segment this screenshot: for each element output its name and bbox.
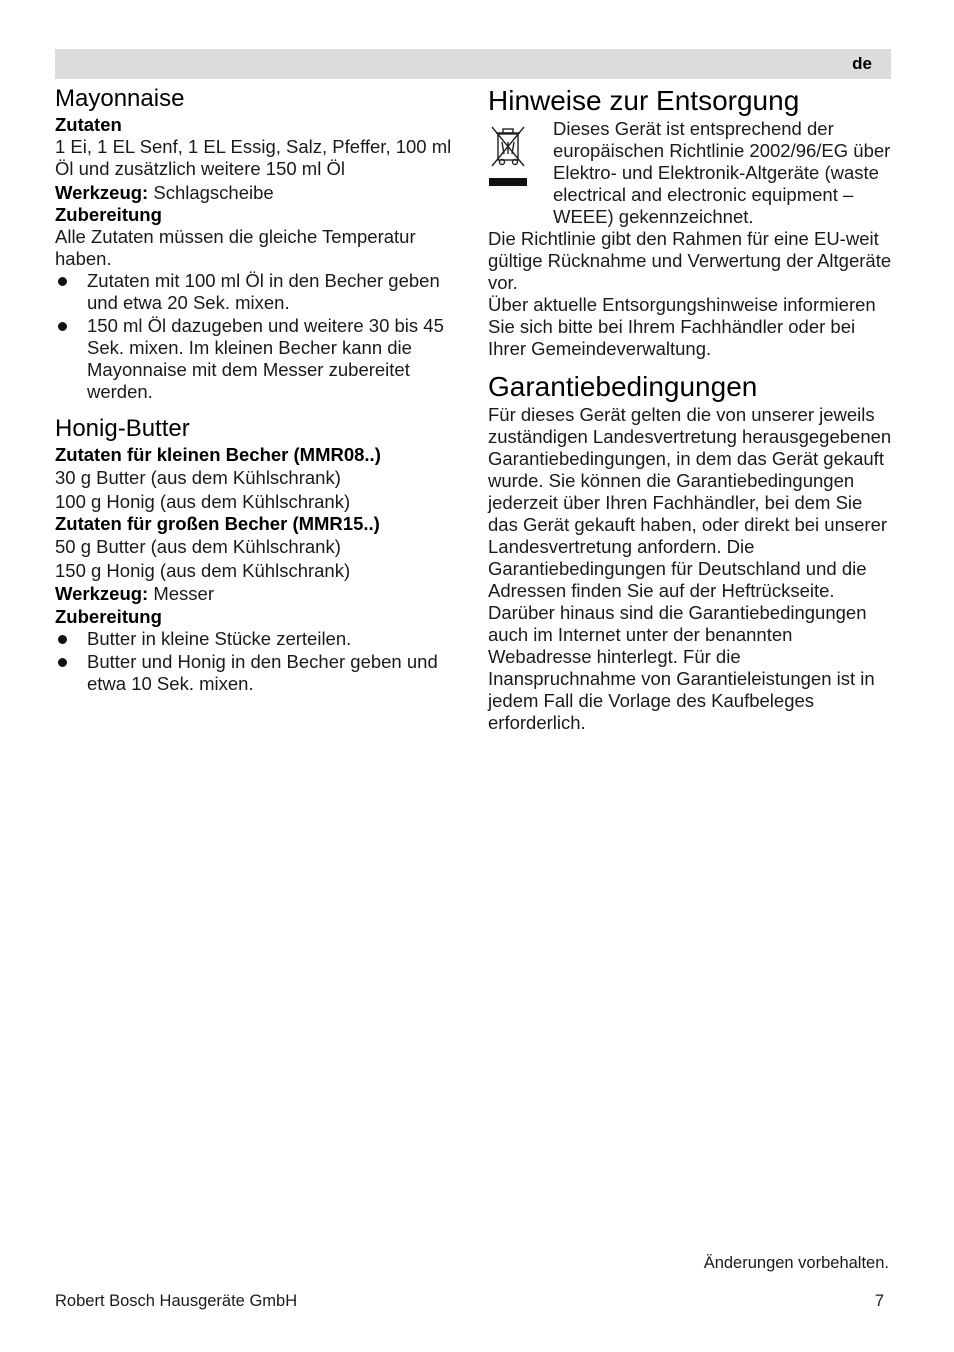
list-item: 150 ml Öl dazugeben und weitere 30 bis 45 Sek. mixen. Im kleinen Becher kann die Mayonnaise mit dem Messer zubereitet werden. — [55, 315, 460, 403]
mayonnaise-werkzeug — [55, 182, 460, 204]
weee-crossed-bin-icon — [488, 118, 536, 228]
werkzeug-label: Werkzeug: — [55, 182, 149, 203]
list-item: Zutaten mit 100 ml Öl in den Becher geben und etwa 20 Sek. mixen. — [55, 270, 460, 314]
honig-title: Honig-Butter — [55, 415, 190, 442]
entsorgung-p2: Über aktuelle Entsorgungshinweise informieren Sie sich bitte bei Ihrem Fachhändler oder bei Ihrer Gemeindeverwaltung. — [488, 294, 876, 359]
page-number: 7 — [874, 1292, 884, 1310]
company-name: Robert Bosch Hausgeräte GmbH — [55, 1292, 298, 1310]
honig-steps — [55, 628, 460, 695]
weee-block — [488, 118, 893, 228]
honig-small-label: Zutaten für kleinen Becher (MMR08..) — [55, 444, 381, 465]
bullet-icon — [58, 322, 67, 331]
mayonnaise-title: Mayonnaise — [55, 85, 185, 112]
entsorgung-title: Hinweise zur Entsorgung — [488, 85, 800, 116]
bullet-icon — [58, 658, 67, 667]
mayonnaise-zutaten-text: 1 Ei, 1 EL Senf, 1 EL Essig, Salz, Pfeffer, 100 ml Öl und zusätzlich weitere 150 ml Öl — [55, 136, 452, 179]
list-item: Butter und Honig in den Becher geben und etwa 10 Sek. mixen. — [55, 651, 460, 695]
honig-small-item: 30 g Butter (aus dem Kühlschrank) — [55, 467, 341, 488]
honig-large-item: 150 g Honig (aus dem Kühlschrank) — [55, 559, 351, 581]
werkzeug-value: Schlagscheibe — [148, 182, 274, 203]
honig-large-label: Zutaten für großen Becher (MMR15..) — [55, 513, 380, 534]
garantie-p1: Für dieses Gerät gelten die von unserer jeweils zuständigen Landesvertretung herausgegebenen Garantiebedingungen, in dem das Gerät gekauft wurde. Sie können die Garantiebedingungen jederzeit über Ihren Fachhändler, bei dem Sie das Gerät gekauft haben, oder direkt bei unserer Landesvertretung anfordern. Die Garantiebedingungen für Deutschland und die Adressen finden Sie auf der Heftrückseite. — [488, 404, 892, 601]
bullet-icon — [58, 635, 67, 644]
changes-note: Änderungen vorbehalten. — [703, 1254, 889, 1272]
left-column — [55, 84, 460, 696]
weee-text: Dieses Gerät ist entsprechend der europäischen Richtlinie 2002/96/EG über Elektro- und Elektronik-Altgeräte (waste electrical and electronic equipment – WEEE) gekennzeichnet. — [553, 118, 891, 227]
mayonnaise-zutaten-label: Zutaten — [55, 114, 122, 135]
garantie-title: Garantiebedingungen — [488, 371, 758, 402]
language-code: de — [852, 54, 872, 73]
bullet-icon — [58, 277, 67, 286]
list-item: Butter in kleine Stücke zerteilen. — [55, 628, 460, 650]
mayonnaise-zubereitung-label: Zubereitung — [55, 204, 162, 225]
language-bar — [55, 49, 891, 79]
mayonnaise-steps — [55, 270, 460, 403]
werkzeug-value: Messer — [148, 583, 215, 604]
honig-zubereitung-label: Zubereitung — [55, 605, 162, 627]
honig-large-item: 50 g Butter (aus dem Kühlschrank) — [55, 536, 341, 557]
mayonnaise-intro: Alle Zutaten müssen die gleiche Temperatur haben. — [55, 226, 416, 269]
garantie-p2: Darüber hinaus sind die Garantiebedingungen auch im Internet unter der benannten Webadresse hinterlegt. Für die Inanspruchnahme von Garantieleistungen ist in jedem Fall die Vorlage des Kaufbeleges erforderlich. — [488, 602, 875, 733]
entsorgung-p1: Die Richtlinie gibt den Rahmen für eine EU-weit gültige Rücknahme und Verwertung der Altgeräte vor. — [488, 228, 892, 293]
honig-small-item: 100 g Honig (aus dem Kühlschrank) — [55, 490, 351, 512]
honig-werkzeug — [55, 582, 460, 606]
right-column — [488, 84, 893, 734]
werkzeug-label: Werkzeug: — [55, 583, 149, 604]
